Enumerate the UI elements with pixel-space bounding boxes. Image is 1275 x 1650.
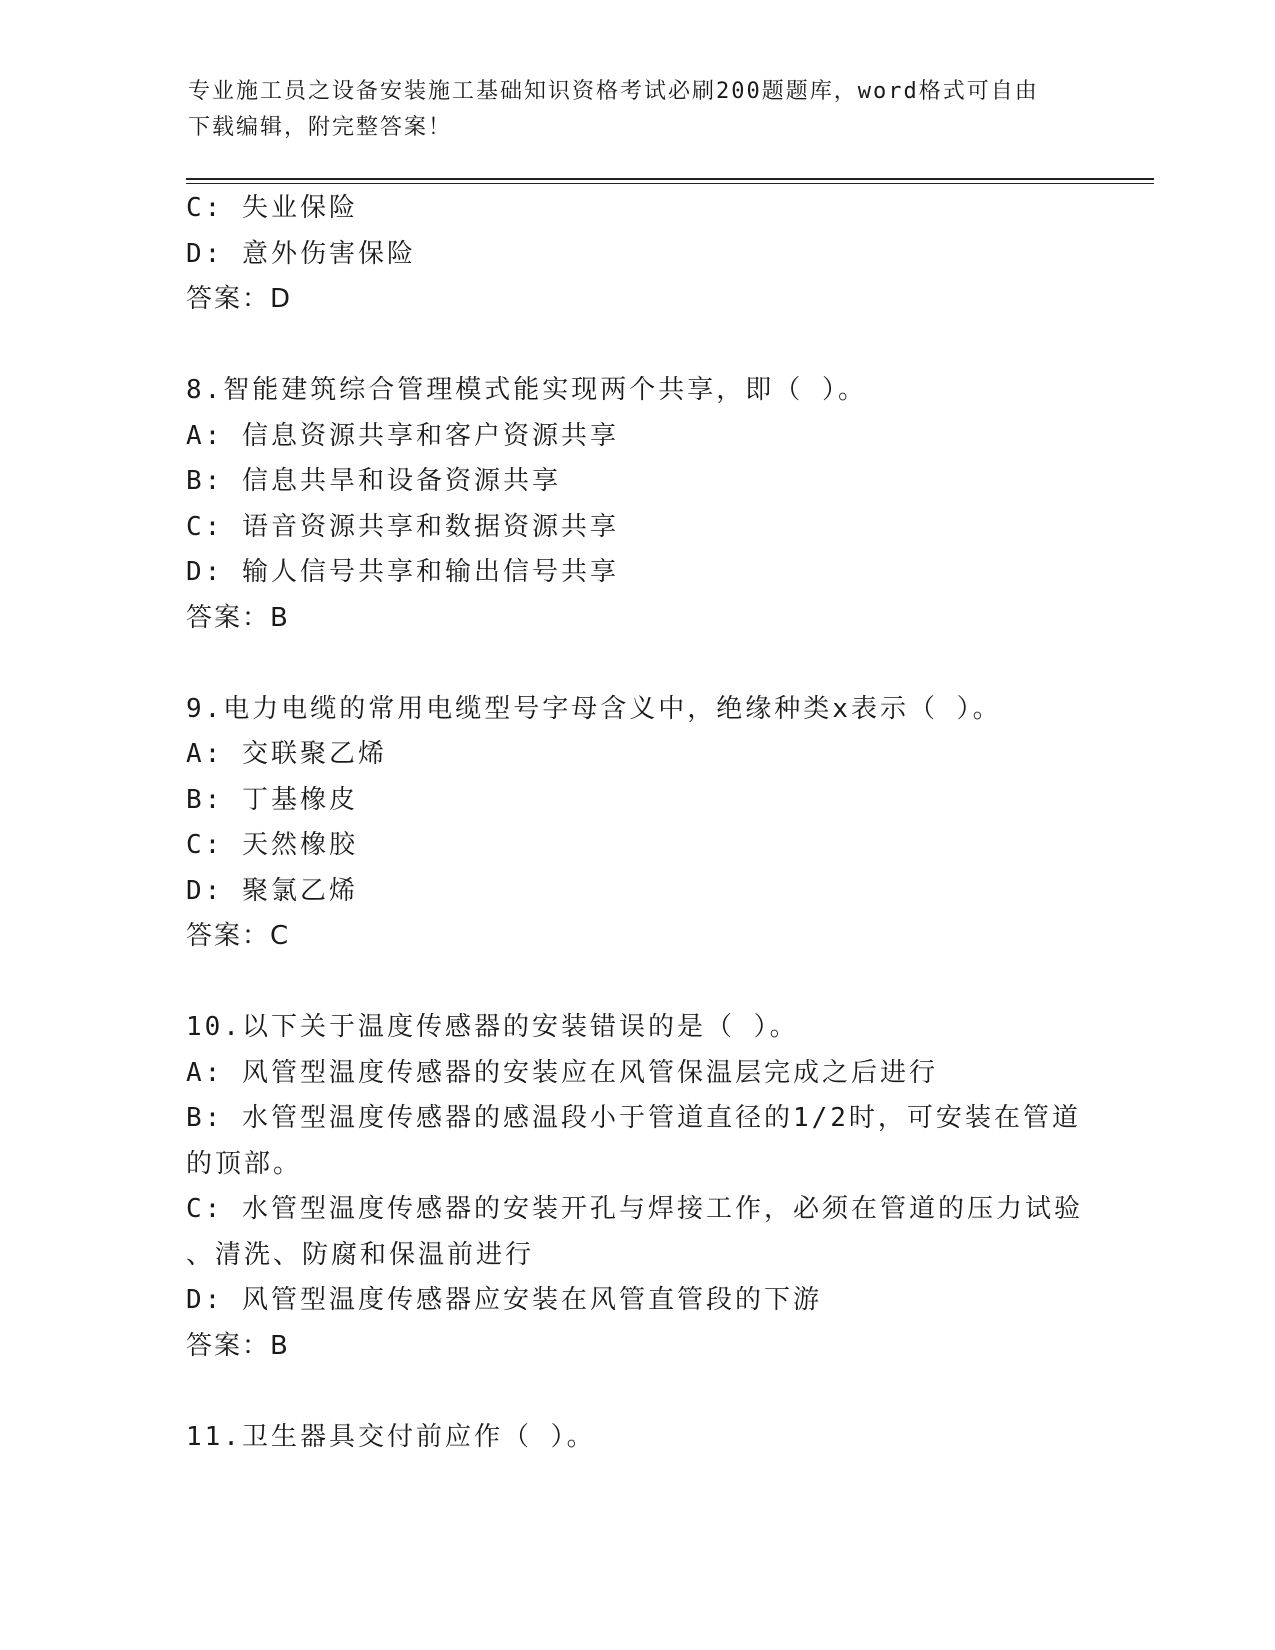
option-a: A: 风管型温度传感器的安装应在风管保温层完成之后进行 — [186, 1057, 938, 1088]
option-b: B: 丁基橡皮 — [186, 784, 358, 815]
question-8 — [186, 368, 1086, 641]
previous-question-tail — [186, 186, 1086, 323]
option-b-continuation: 的顶部。 — [186, 1148, 303, 1179]
option-a: A: 交联聚乙烯 — [186, 739, 387, 769]
question-10 — [186, 1005, 1086, 1369]
answer-line: 答案：D — [186, 284, 293, 314]
option-c: C: 天然橡胶 — [186, 830, 358, 860]
answer-line: 答案：B — [186, 602, 290, 633]
document-body — [186, 186, 1086, 1460]
option-c: C: 水管型温度传感器的安装开孔与焊接工作，必须在管道的压力试验 — [186, 1194, 1083, 1224]
question-stem: 10.以下关于温度传感器的安装错误的是（ ）。 — [186, 1012, 799, 1042]
header-title-line-1: 专业施工员之设备安装施工基础知识资格考试必刷200题题库，word格式可自由 — [188, 79, 1039, 104]
option-c: C: 失业保险 — [186, 193, 358, 223]
answer-line: 答案：C — [186, 921, 291, 951]
option-c: C: 语音资源共享和数据资源共享 — [186, 511, 619, 542]
spacer — [186, 960, 1086, 1006]
question-stem: 11.卫生器具交付前应作（ ）。 — [186, 1421, 596, 1452]
question-11 — [186, 1415, 1086, 1461]
option-d: D: 输人信号共享和输出信号共享 — [186, 557, 619, 587]
spacer — [186, 641, 1086, 687]
option-d: D: 意外伤害保险 — [186, 238, 416, 269]
header-title-line-2: 下载编辑，附完整答案！ — [188, 115, 453, 140]
question-stem: 8.智能建筑综合管理模式能实现两个共享，即（ ）。 — [186, 375, 867, 405]
spacer — [186, 1369, 1086, 1415]
page-header — [188, 74, 1088, 146]
question-stem: 9.电力电缆的常用电缆型号字母含义中，绝缘种类x表示（ ）。 — [186, 693, 1002, 724]
option-b: B: 信息共旱和设备资源共享 — [186, 466, 561, 496]
answer-line: 答案：B — [186, 1330, 290, 1361]
spacer — [186, 323, 1086, 369]
option-c-continuation: 、清洗、防腐和保温前进行 — [186, 1239, 535, 1270]
header-divider — [186, 178, 1154, 184]
option-d: D: 风管型温度传感器应安装在风管直管段的下游 — [186, 1285, 822, 1315]
option-b: B: 水管型温度传感器的感温段小于管道直径的1/2时，可安装在管道 — [186, 1103, 1081, 1133]
option-d: D: 聚氯乙烯 — [186, 875, 358, 906]
question-9 — [186, 687, 1086, 960]
option-a: A: 信息资源共享和客户资源共享 — [186, 420, 619, 451]
